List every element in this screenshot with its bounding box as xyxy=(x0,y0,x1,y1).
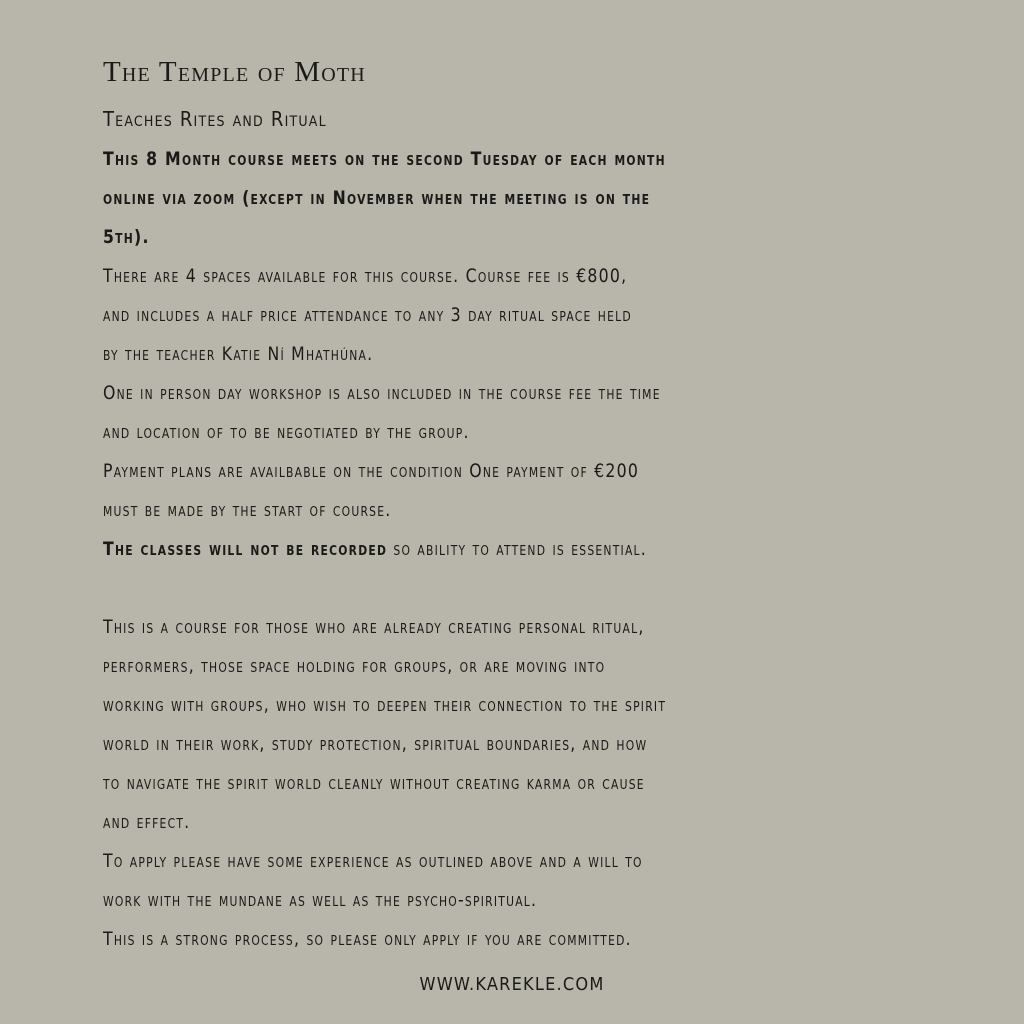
fee-line: by the teacher Katie Ní Mhathúna. xyxy=(103,343,374,365)
audience-line: to navigate the spirit world cleanly without creating karma or cause xyxy=(103,772,645,794)
fee-line: and includes a half price attendance to any 3 day ritual space held xyxy=(103,304,632,326)
audience-line: world in their work, study protection, spiritual boundaries, and how xyxy=(103,733,648,755)
audience-paragraph xyxy=(103,608,943,842)
website-link[interactable]: WWW.KAREKLE.COM xyxy=(419,974,605,995)
page-subtitle: Teaches Rites and Ritual xyxy=(103,107,327,131)
schedule-line: This 8 Month course meets on the second Tuesday of each month xyxy=(103,148,666,170)
audience-line: This is a course for those who are already creating personal ritual, xyxy=(103,616,645,638)
schedule-paragraph xyxy=(103,140,943,257)
apply-paragraph xyxy=(103,842,943,920)
paragraph-gap xyxy=(103,569,943,608)
recording-notice-rest: so ability to attend is essential. xyxy=(387,538,648,560)
audience-line: and effect. xyxy=(103,811,191,833)
audience-line: working with groups, who wish to deepen their connection to the spirit xyxy=(103,694,667,716)
recording-notice-bold: The classes will not be recorded xyxy=(103,538,388,560)
payment-paragraph xyxy=(103,452,943,530)
apply-line: work with the mundane as well as the psycho-spiritual. xyxy=(103,889,538,911)
audience-line: performers, those space holding for groups, or are moving into xyxy=(103,655,606,677)
page-title: The Temple of Moth xyxy=(103,56,366,88)
workshop-line: and location of to be negotiated by the group. xyxy=(103,421,470,443)
payment-line: must be made by the start of course. xyxy=(103,499,392,521)
fee-paragraph xyxy=(103,257,943,374)
apply-line: To apply please have some experience as outlined above and a will to xyxy=(103,850,643,872)
workshop-line: One in person day workshop is also included in the course fee the time xyxy=(103,382,661,404)
commitment-line: This is a strong process, so please only apply if you are committed. xyxy=(103,928,632,950)
payment-line: Payment plans are availbable on the condition One payment of €200 xyxy=(103,460,640,482)
recording-notice xyxy=(103,530,876,569)
fee-line: There are 4 spaces available for this course. Course fee is €800, xyxy=(103,265,628,287)
course-description xyxy=(103,140,943,959)
workshop-paragraph xyxy=(103,374,943,452)
schedule-line: 5th). xyxy=(103,226,150,248)
schedule-line: online via zoom (except in November when the meeting is on the xyxy=(103,187,651,209)
